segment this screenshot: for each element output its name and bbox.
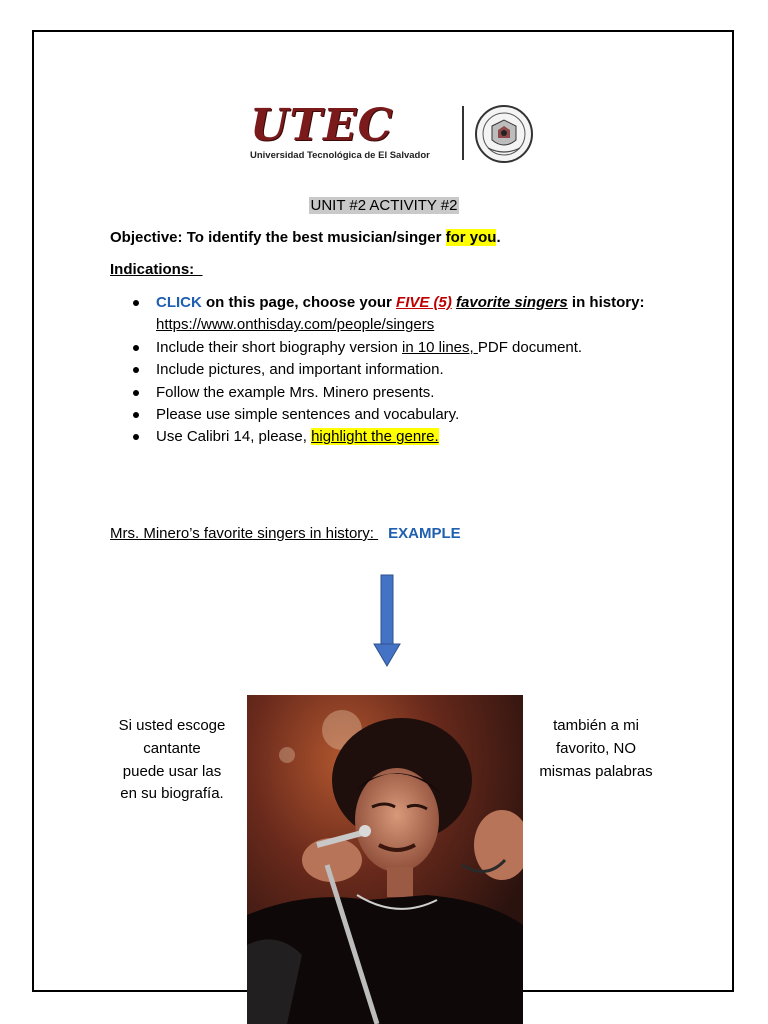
click-word: CLICK xyxy=(156,294,202,311)
singer-photo xyxy=(247,695,523,1024)
unit-title: UNIT #2 ACTIVITY #2 xyxy=(310,197,458,214)
logo-wordmark: UTEC xyxy=(250,100,394,151)
university-seal-icon xyxy=(474,104,534,164)
down-arrow-icon xyxy=(372,574,402,668)
objective-line: Objective: To identify the best musician/singer for you. xyxy=(110,229,501,246)
utec-logo xyxy=(248,102,540,166)
five-count: FIVE (5) xyxy=(396,294,452,311)
indications-heading: Indications: xyxy=(110,261,203,278)
spanish-note-left: Si usted escoge cantante puede usar las en su biografía. xyxy=(118,717,226,803)
example-label: EXAMPLE xyxy=(388,525,461,542)
example-heading: Mrs. Minero’s favorite singers in history: EXAMPLE xyxy=(110,525,461,542)
logo-divider xyxy=(462,106,464,160)
list-item: Include their short biography version in 10 lines, PDF document. xyxy=(156,337,644,359)
singers-link[interactable]: https://www.onthisday.com/people/singers xyxy=(156,316,435,334)
list-item: CLICK on this page, choose your FIVE (5) favorite singers in history: https://www.onthisday.com/people/singers xyxy=(156,292,644,337)
instructions-list xyxy=(156,292,644,449)
favorite-singers-text: favorite singers xyxy=(456,294,568,311)
list-item: Follow the example Mrs. Minero presents. xyxy=(156,382,644,404)
genre-highlight: highlight the genre. xyxy=(311,428,439,446)
objective-highlight: for you xyxy=(445,229,497,246)
list-item: Use Calibri 14, please, highlight the genre. xyxy=(156,426,644,448)
logo-subtitle: Universidad Tecnológica de El Salvador xyxy=(250,150,430,161)
spanish-note-right: también a mi favorito, NO mismas palabras xyxy=(539,717,653,780)
list-item: Include pictures, and important information. xyxy=(156,359,644,381)
list-item: Please use simple sentences and vocabulary. xyxy=(156,404,644,426)
